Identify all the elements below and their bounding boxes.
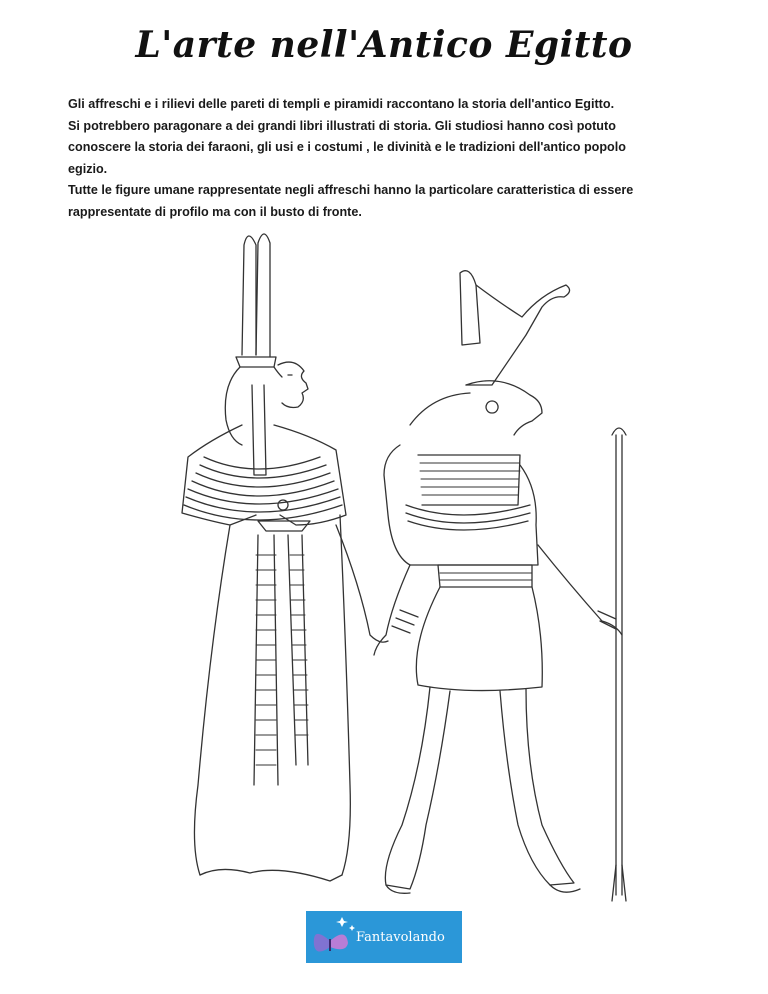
paragraph-line: Gli affreschi e i rilievi delle pareti di templi e piramidi raccontano la storia dell'antico Egitto.	[68, 97, 615, 111]
paragraph-line: rappresentate di profilo ma con il busto di fronte.	[68, 204, 362, 219]
paragraph-line: conoscere la storia dei faraoni, gli usi e i costumi , le divinità e le tradizioni dell'antico popolo	[68, 140, 626, 154]
queen-figure	[182, 234, 388, 881]
paragraph-line: Tutte le figure umane rappresentate negli affreschi hanno la particolare caratteristica di essere	[68, 183, 634, 197]
fantavolando-logo	[306, 911, 462, 963]
egyptian-figures-illustration	[170, 225, 650, 925]
horus-figure	[374, 271, 626, 901]
paragraph-line: Si potrebbero paragonare a dei grandi libri illustrati di storia. Gli studiosi hanno così potuto	[68, 118, 616, 133]
intro-paragraph	[68, 94, 718, 223]
paragraph-line: egizio.	[68, 161, 108, 176]
logo-text: Fantavolando	[356, 930, 445, 945]
butterfly-icon	[306, 911, 356, 963]
page-title: L'arte nell'Antico Egitto	[135, 24, 633, 66]
